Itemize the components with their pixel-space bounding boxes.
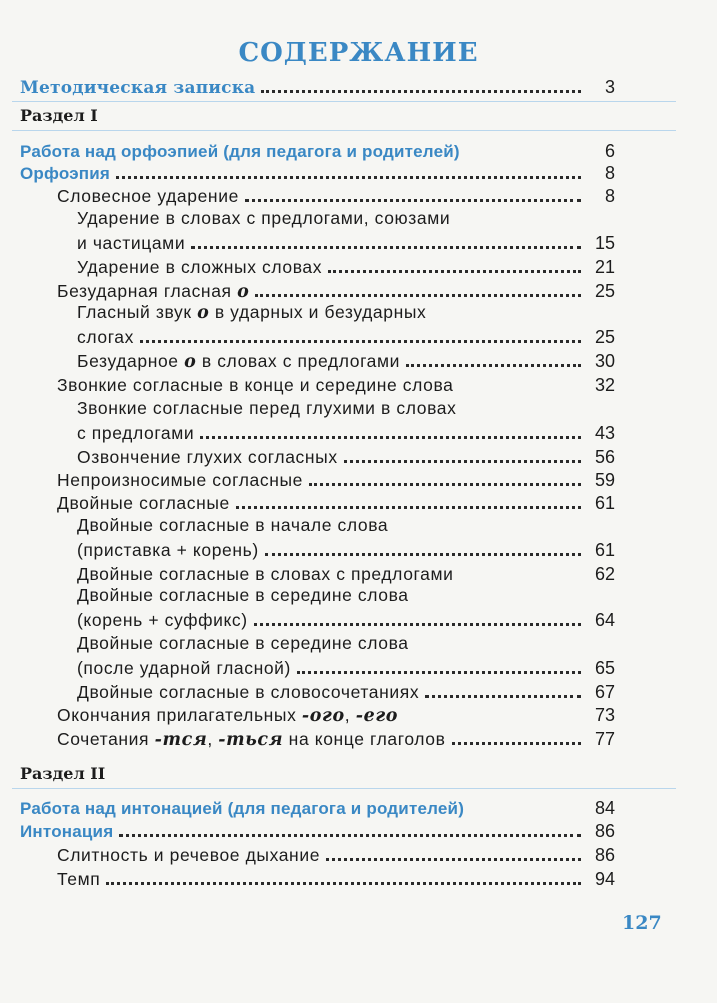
leader-dots	[255, 294, 581, 297]
leader-dots	[452, 742, 581, 745]
toc-entry-title: (корень + суффикс)	[77, 610, 248, 630]
toc-page-number: 62	[594, 564, 615, 584]
toc-page-number: 73	[594, 705, 615, 725]
leader-dots	[326, 858, 581, 861]
toc-entry-title: Звонкие согласные в конце и середине слова	[57, 375, 454, 395]
divider	[12, 130, 676, 131]
toc-entry	[77, 537, 615, 561]
section-heading: Раздел I	[20, 106, 98, 125]
toc-entry	[20, 138, 615, 162]
toc-entry	[77, 348, 615, 372]
leader-dots	[265, 553, 581, 556]
toc-entry-title: с предлогами	[77, 423, 195, 443]
leader-dots	[309, 483, 581, 486]
toc-entry-title: Слитность и речевое дыхание	[57, 845, 321, 865]
leader-dots	[328, 270, 581, 273]
toc-page-number: 86	[594, 821, 615, 841]
toc-page-number: 21	[594, 257, 615, 277]
leader-dots	[254, 623, 581, 626]
leader-dots	[119, 834, 581, 837]
toc-entry-line: Гласный звук о в ударных и безударных	[77, 302, 427, 323]
toc-entry-title: Интонация	[20, 822, 114, 841]
italic-ending: -ого	[301, 706, 345, 726]
toc-page-number: 15	[594, 233, 615, 253]
toc-entry	[57, 726, 615, 750]
toc-page-number: 6	[604, 141, 615, 161]
leader-dots	[297, 671, 581, 674]
toc-entry	[20, 160, 615, 184]
toc-entry	[57, 866, 615, 890]
toc-page-number: 61	[594, 540, 615, 560]
toc-entry-line: Двойные согласные в начале слова	[77, 515, 389, 535]
toc-page-number: 25	[594, 327, 615, 347]
toc-entry-line: Двойные согласные в середине слова	[77, 585, 409, 605]
toc-entry	[77, 324, 615, 348]
toc-entry-line: Звонкие согласные перед глухими в словах	[77, 398, 457, 418]
toc-page-number: 8	[604, 186, 615, 206]
page-title: СОДЕРЖАНИЕ	[238, 38, 479, 68]
toc-entry-title: Орфоэпия	[20, 164, 111, 183]
divider	[12, 788, 676, 789]
toc-page-number: 59	[594, 470, 615, 490]
toc-page-number: 61	[594, 493, 615, 513]
toc-entry-title: и частицами	[77, 233, 186, 253]
leader-dots	[140, 340, 581, 343]
toc-entry-title: слогах	[77, 327, 134, 347]
toc-entry	[77, 420, 615, 444]
toc-page-number: 32	[594, 375, 615, 395]
toc-entry	[57, 702, 615, 726]
toc-page-number: 8	[604, 163, 615, 183]
leader-dots	[116, 176, 581, 179]
toc-entry-line: Ударение в словах с предлогами, союзами	[77, 208, 451, 228]
toc-entry	[57, 842, 615, 866]
toc-page-number: 56	[594, 447, 615, 467]
toc-entry-title: Темп	[57, 869, 101, 889]
toc-entry	[77, 230, 615, 254]
toc-entry	[57, 372, 615, 396]
toc-entry-title: Безударная гласная о	[57, 281, 250, 302]
toc-entry-title: Ударение в сложных словах	[77, 257, 323, 277]
toc-entry-title: Работа над интонацией (для педагога и родителей)	[20, 799, 465, 818]
toc-entry-title: Двойные согласные в словосочетаниях	[77, 682, 420, 702]
toc-page-number: 84	[594, 798, 615, 818]
toc-entry	[77, 561, 615, 585]
toc-entry	[57, 490, 615, 514]
italic-letter: о	[197, 303, 210, 323]
toc-page-number: 86	[594, 845, 615, 865]
toc-entry-title: Двойные согласные	[57, 493, 230, 513]
toc-entry-title: Работа над орфоэпией (для педагога и родителей)	[20, 142, 460, 161]
toc-page-number: 67	[594, 682, 615, 702]
toc-entry-title: Непроизносимые согласные	[57, 470, 303, 490]
toc-entry-line: Двойные согласные в середине слова	[77, 633, 409, 653]
italic-ending: -тся	[154, 730, 208, 750]
toc-entry	[57, 183, 615, 207]
toc-entry	[20, 818, 615, 842]
leader-dots	[406, 364, 581, 367]
toc-page-number: 25	[594, 281, 615, 301]
toc-page-number: 30	[594, 351, 615, 371]
toc-entry-title: Сочетания -тся, -ться на конце глаголов	[57, 729, 446, 750]
leader-dots	[236, 506, 581, 509]
toc-entry	[77, 254, 615, 278]
toc-entry-title: Безударное о в словах с предлогами	[77, 351, 401, 372]
toc-entry	[57, 467, 615, 491]
toc-page-number: 65	[594, 658, 615, 678]
italic-ending: -ться	[218, 730, 284, 750]
italic-ending: -его	[355, 706, 399, 726]
italic-letter: о	[237, 282, 250, 302]
toc-page-number: 64	[594, 610, 615, 630]
leader-dots	[261, 90, 581, 93]
toc-entry-title: (после ударной гласной)	[77, 658, 291, 678]
italic-letter: о	[184, 352, 197, 372]
toc-entry-title: Словесное ударение	[57, 186, 239, 206]
toc-entry	[77, 655, 615, 679]
toc-entry	[20, 795, 615, 819]
toc-entry	[20, 74, 615, 98]
toc-page-number: 94	[594, 869, 615, 889]
book-page-number: 127	[622, 912, 662, 934]
leader-dots	[344, 460, 581, 463]
toc-entry-title: (приставка + корень)	[77, 540, 259, 560]
leader-dots	[200, 436, 581, 439]
toc-entry	[77, 444, 615, 468]
toc-entry	[77, 607, 615, 631]
toc-entry-title: Озвончение глухих согласных	[77, 447, 338, 467]
toc-entry	[57, 278, 615, 302]
toc-page-number: 77	[594, 729, 615, 749]
section-heading: Раздел II	[20, 764, 106, 783]
toc-entry-title: Двойные согласные в словах с предлогами	[77, 564, 454, 584]
toc-page-number: 3	[604, 77, 615, 97]
leader-dots	[425, 695, 581, 698]
divider	[12, 101, 676, 102]
leader-dots	[191, 246, 581, 249]
toc-entry	[77, 679, 615, 703]
leader-dots	[106, 882, 581, 885]
toc-entry-title: Окончания прилагательных -ого, -его	[57, 705, 399, 726]
leader-dots	[245, 199, 581, 202]
toc-entry-title: Методическая записка	[20, 78, 256, 98]
toc-page-number: 43	[594, 423, 615, 443]
